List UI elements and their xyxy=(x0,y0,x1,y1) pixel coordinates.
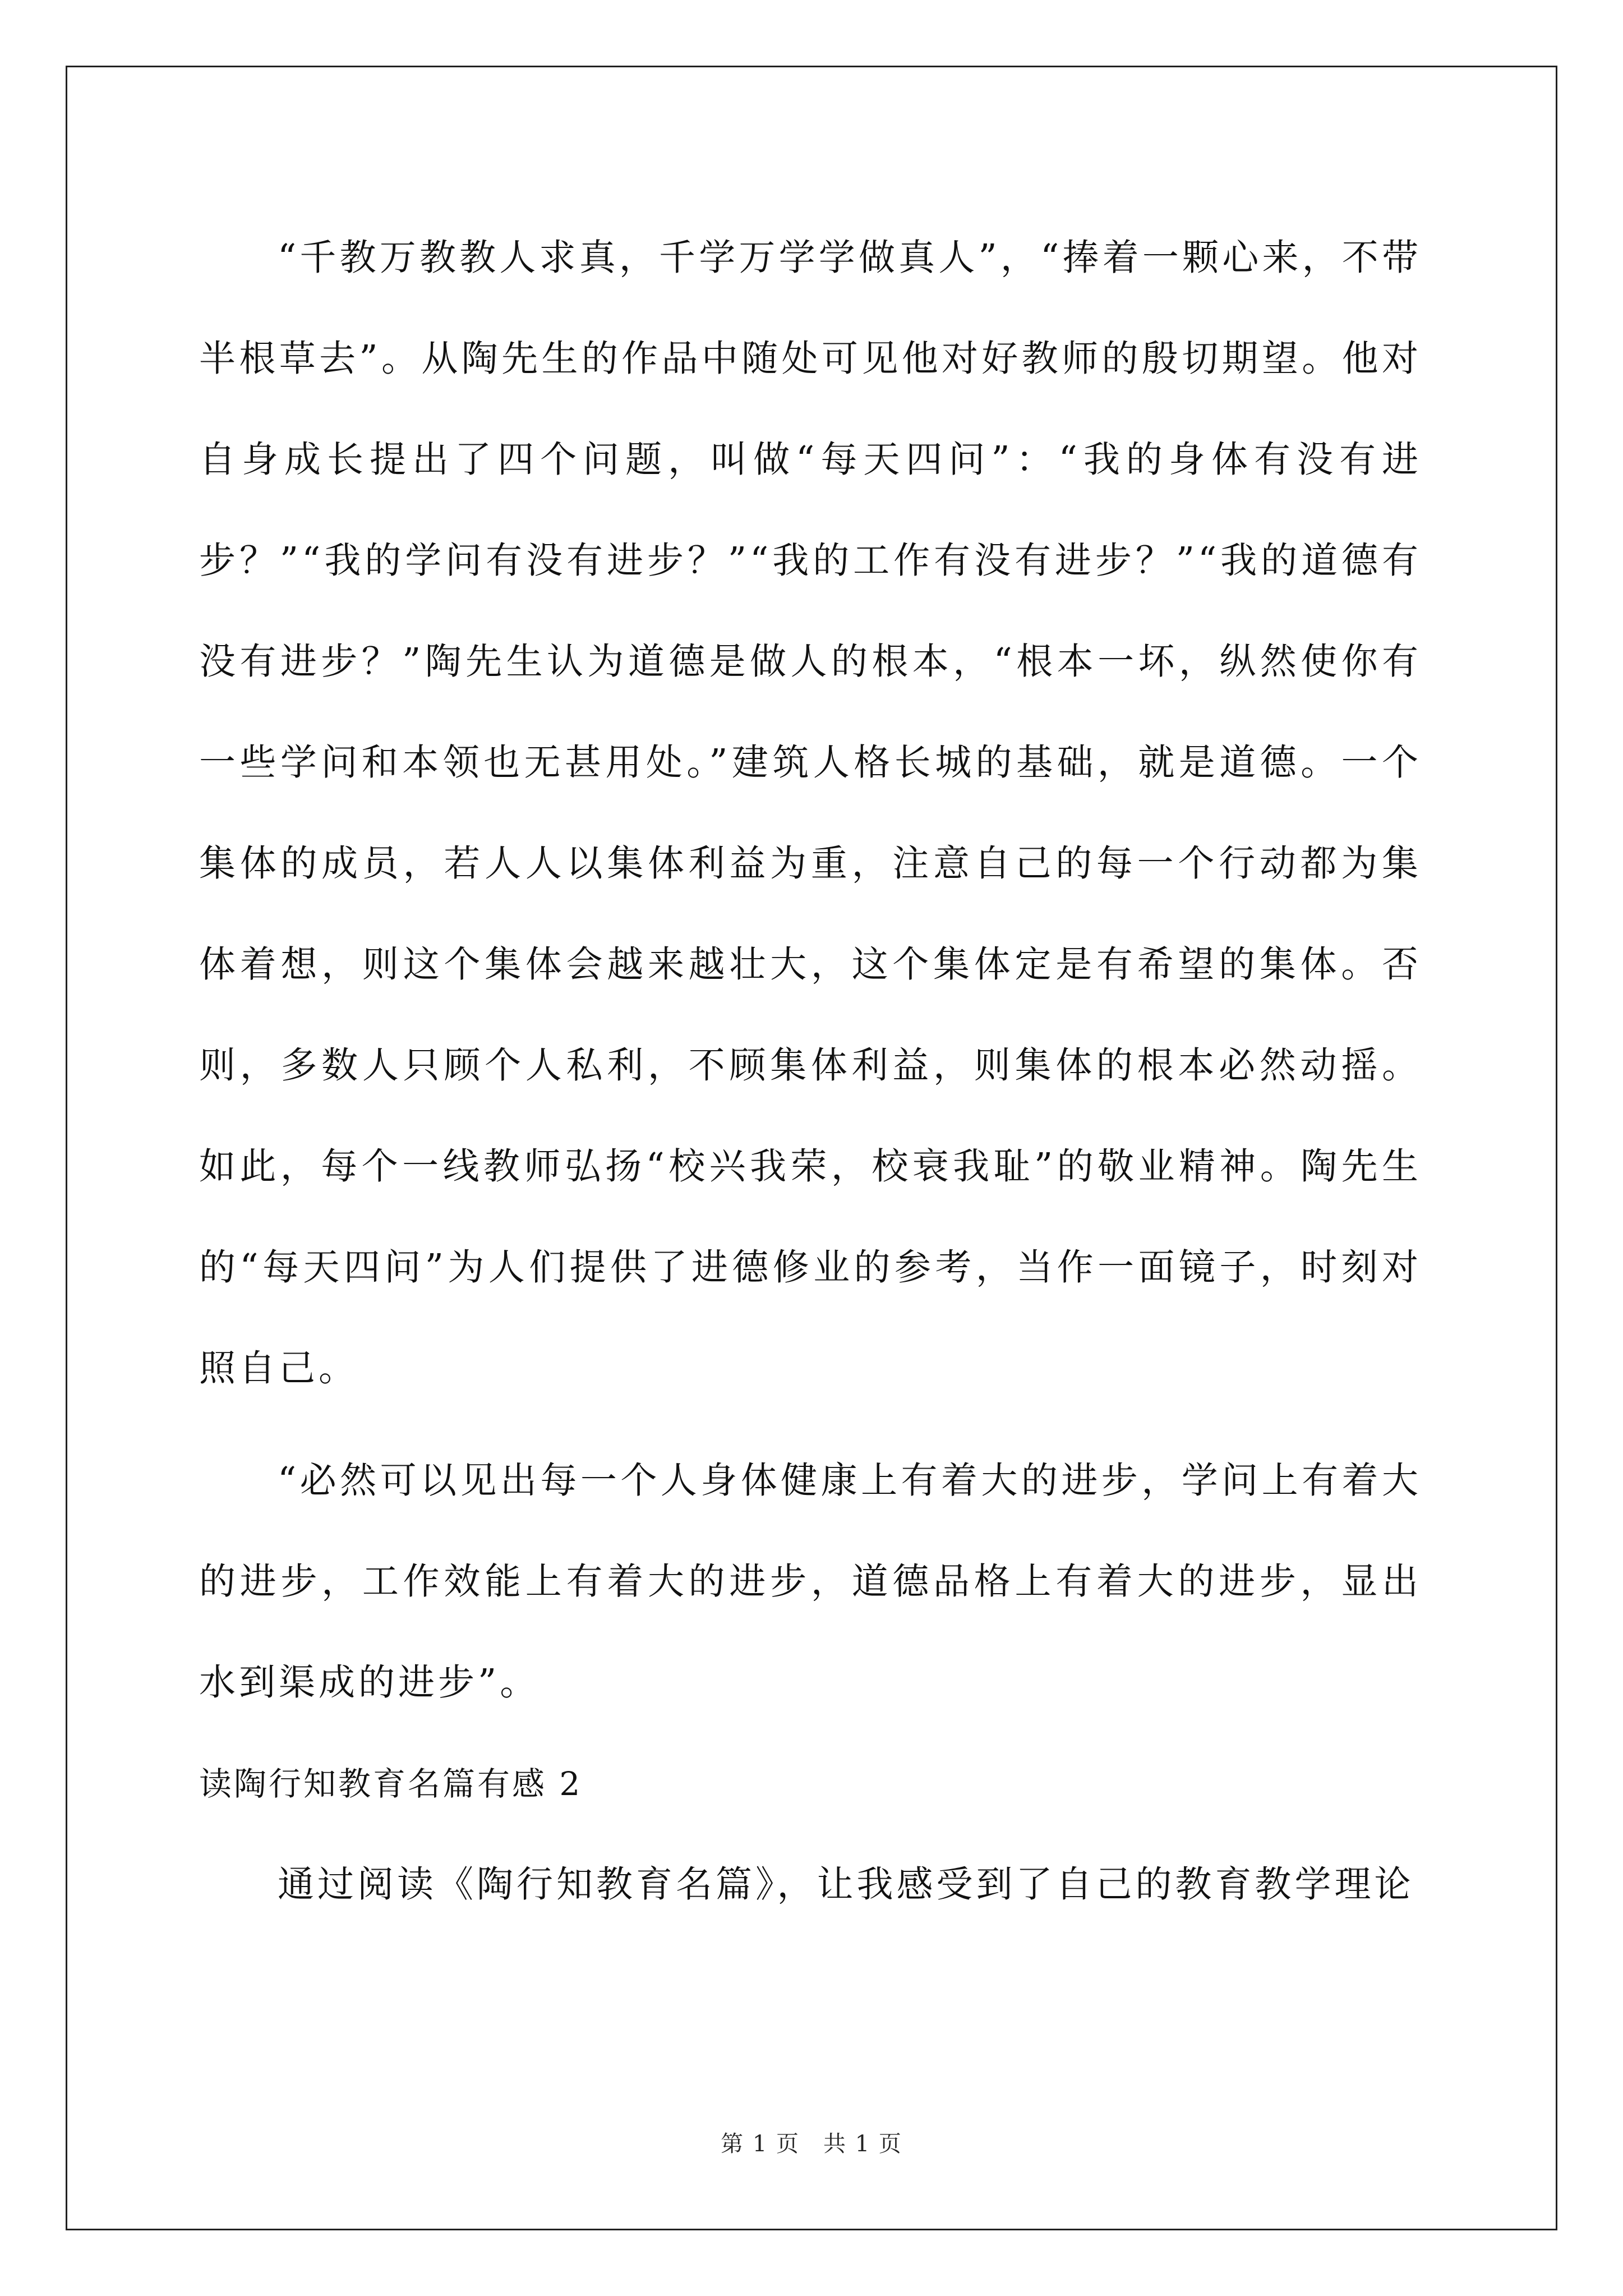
section-heading: 读陶行知教育名篇有感 2 xyxy=(199,1765,583,1803)
document-body xyxy=(199,208,1422,1935)
paragraph: “必然可以见出每一个人身体健康上有着大的进步，学问上有着大的进步，工作效能上有着大的进步，道德品格上有着大的进步，显出水到渠成的进步”。 xyxy=(199,1460,1422,1704)
page-number-footer: 第 1 页 共 1 页 xyxy=(721,2131,902,2157)
paragraph: “千教万教教人求真，千学万学学做真人”，“捧着一颗心来，不带半根草去”。从陶先生的作品中随处可见他对好教师的殷切期望。他对自身成长提出了四个问题，叫做“每天四问”：“我的身体有没有进步？”“我的学问有没有进步？”“我的工作有没有进步？”“我的道德有没有进步？”陶先生认为道德是做人的根本，“根本一坏，纵然使你有一些学问和本领也无甚用处。”建筑人格长城的基础，就是道德。一个集体的成员，若人人以集体利益为重，注意自己的每一个行动都为集体着想，则这个集体会越来越壮大，这个集体定是有希望的集体。否则，多数人只顾个人私利，不顾集体利益，则集体的根本必然动摇。如此，每个一线教师弘扬“校兴我荣，校衰我耻”的敬业精神。陶先生的“每天四问”为人们提供了进德修业的参考，当作一面镜子，时刻对照自己。 xyxy=(199,237,1422,1389)
paragraph: 通过阅读《陶行知教育名篇》，让我感受到了自己的教育教学理论 xyxy=(278,1864,1414,1906)
